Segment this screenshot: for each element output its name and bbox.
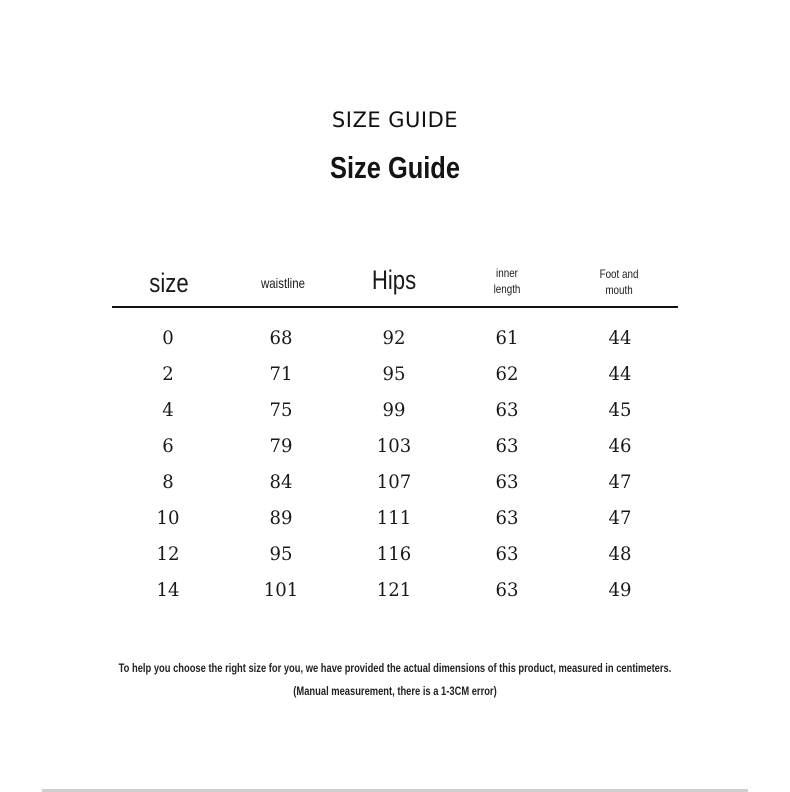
cell-size: 10 [156,507,180,529]
cell-size: 12 [156,543,180,565]
cell-size: 8 [162,471,174,493]
cell-inner-length: 63 [495,543,519,565]
cell-inner-length: 61 [495,327,519,349]
column-header-inner-length-line1: inner [496,266,518,280]
measurement-note: To help you choose the right size for you, we have provided the actual dimensions of this product, measured in centimeters. [118,661,672,675]
cell-hips: 95 [382,363,406,385]
cell-hips: 121 [376,579,412,601]
cell-hips: 107 [376,471,412,493]
cell-waistline: 89 [269,507,293,529]
cell-foot-and-mouth: 48 [608,543,632,565]
column-header-foot-and-mouth-line2: mouth [605,283,633,297]
cell-foot-and-mouth: 44 [608,327,632,349]
cell-foot-and-mouth: 45 [608,399,632,421]
column-header-size: size [149,268,189,298]
cell-size: 14 [156,579,180,601]
cell-inner-length: 63 [495,435,519,457]
cell-size: 2 [162,363,174,385]
header-divider [112,306,678,308]
cell-inner-length: 62 [495,363,519,385]
cell-inner-length: 63 [495,507,519,529]
page-title: Size Guide [330,150,460,185]
column-header-waistline: waistline [260,275,306,291]
cell-inner-length: 63 [495,399,519,421]
column-header-foot-and-mouth [578,266,660,298]
cell-waistline: 68 [269,327,293,349]
cell-size: 4 [162,399,174,421]
cell-foot-and-mouth: 47 [608,507,632,529]
cell-waistline: 79 [269,435,293,457]
page-eyebrow: SIZE GUIDE [331,108,459,132]
cell-hips: 99 [382,399,406,421]
cell-waistline: 75 [269,399,293,421]
cell-hips: 116 [376,543,412,565]
cell-foot-and-mouth: 47 [608,471,632,493]
cell-foot-and-mouth: 46 [608,435,632,457]
cell-foot-and-mouth: 49 [608,579,632,601]
cell-inner-length: 63 [495,471,519,493]
error-note: (Manual measurement, there is a 1-3CM error) [293,684,497,698]
cell-waistline: 101 [263,579,299,601]
cell-waistline: 95 [269,543,293,565]
column-header-inner-length [466,265,548,297]
cell-waistline: 71 [269,363,293,385]
cell-waistline: 84 [269,471,293,493]
cell-foot-and-mouth: 44 [608,363,632,385]
cell-hips: 103 [376,435,412,457]
column-header-foot-and-mouth-line1: Foot and [599,267,639,281]
cell-hips: 92 [382,327,406,349]
cell-size: 6 [162,435,174,457]
cell-inner-length: 63 [495,579,519,601]
column-header-hips: Hips [371,265,417,295]
cell-size: 0 [162,327,174,349]
cell-hips: 111 [376,507,412,529]
column-header-inner-length-line2: length [493,282,521,296]
